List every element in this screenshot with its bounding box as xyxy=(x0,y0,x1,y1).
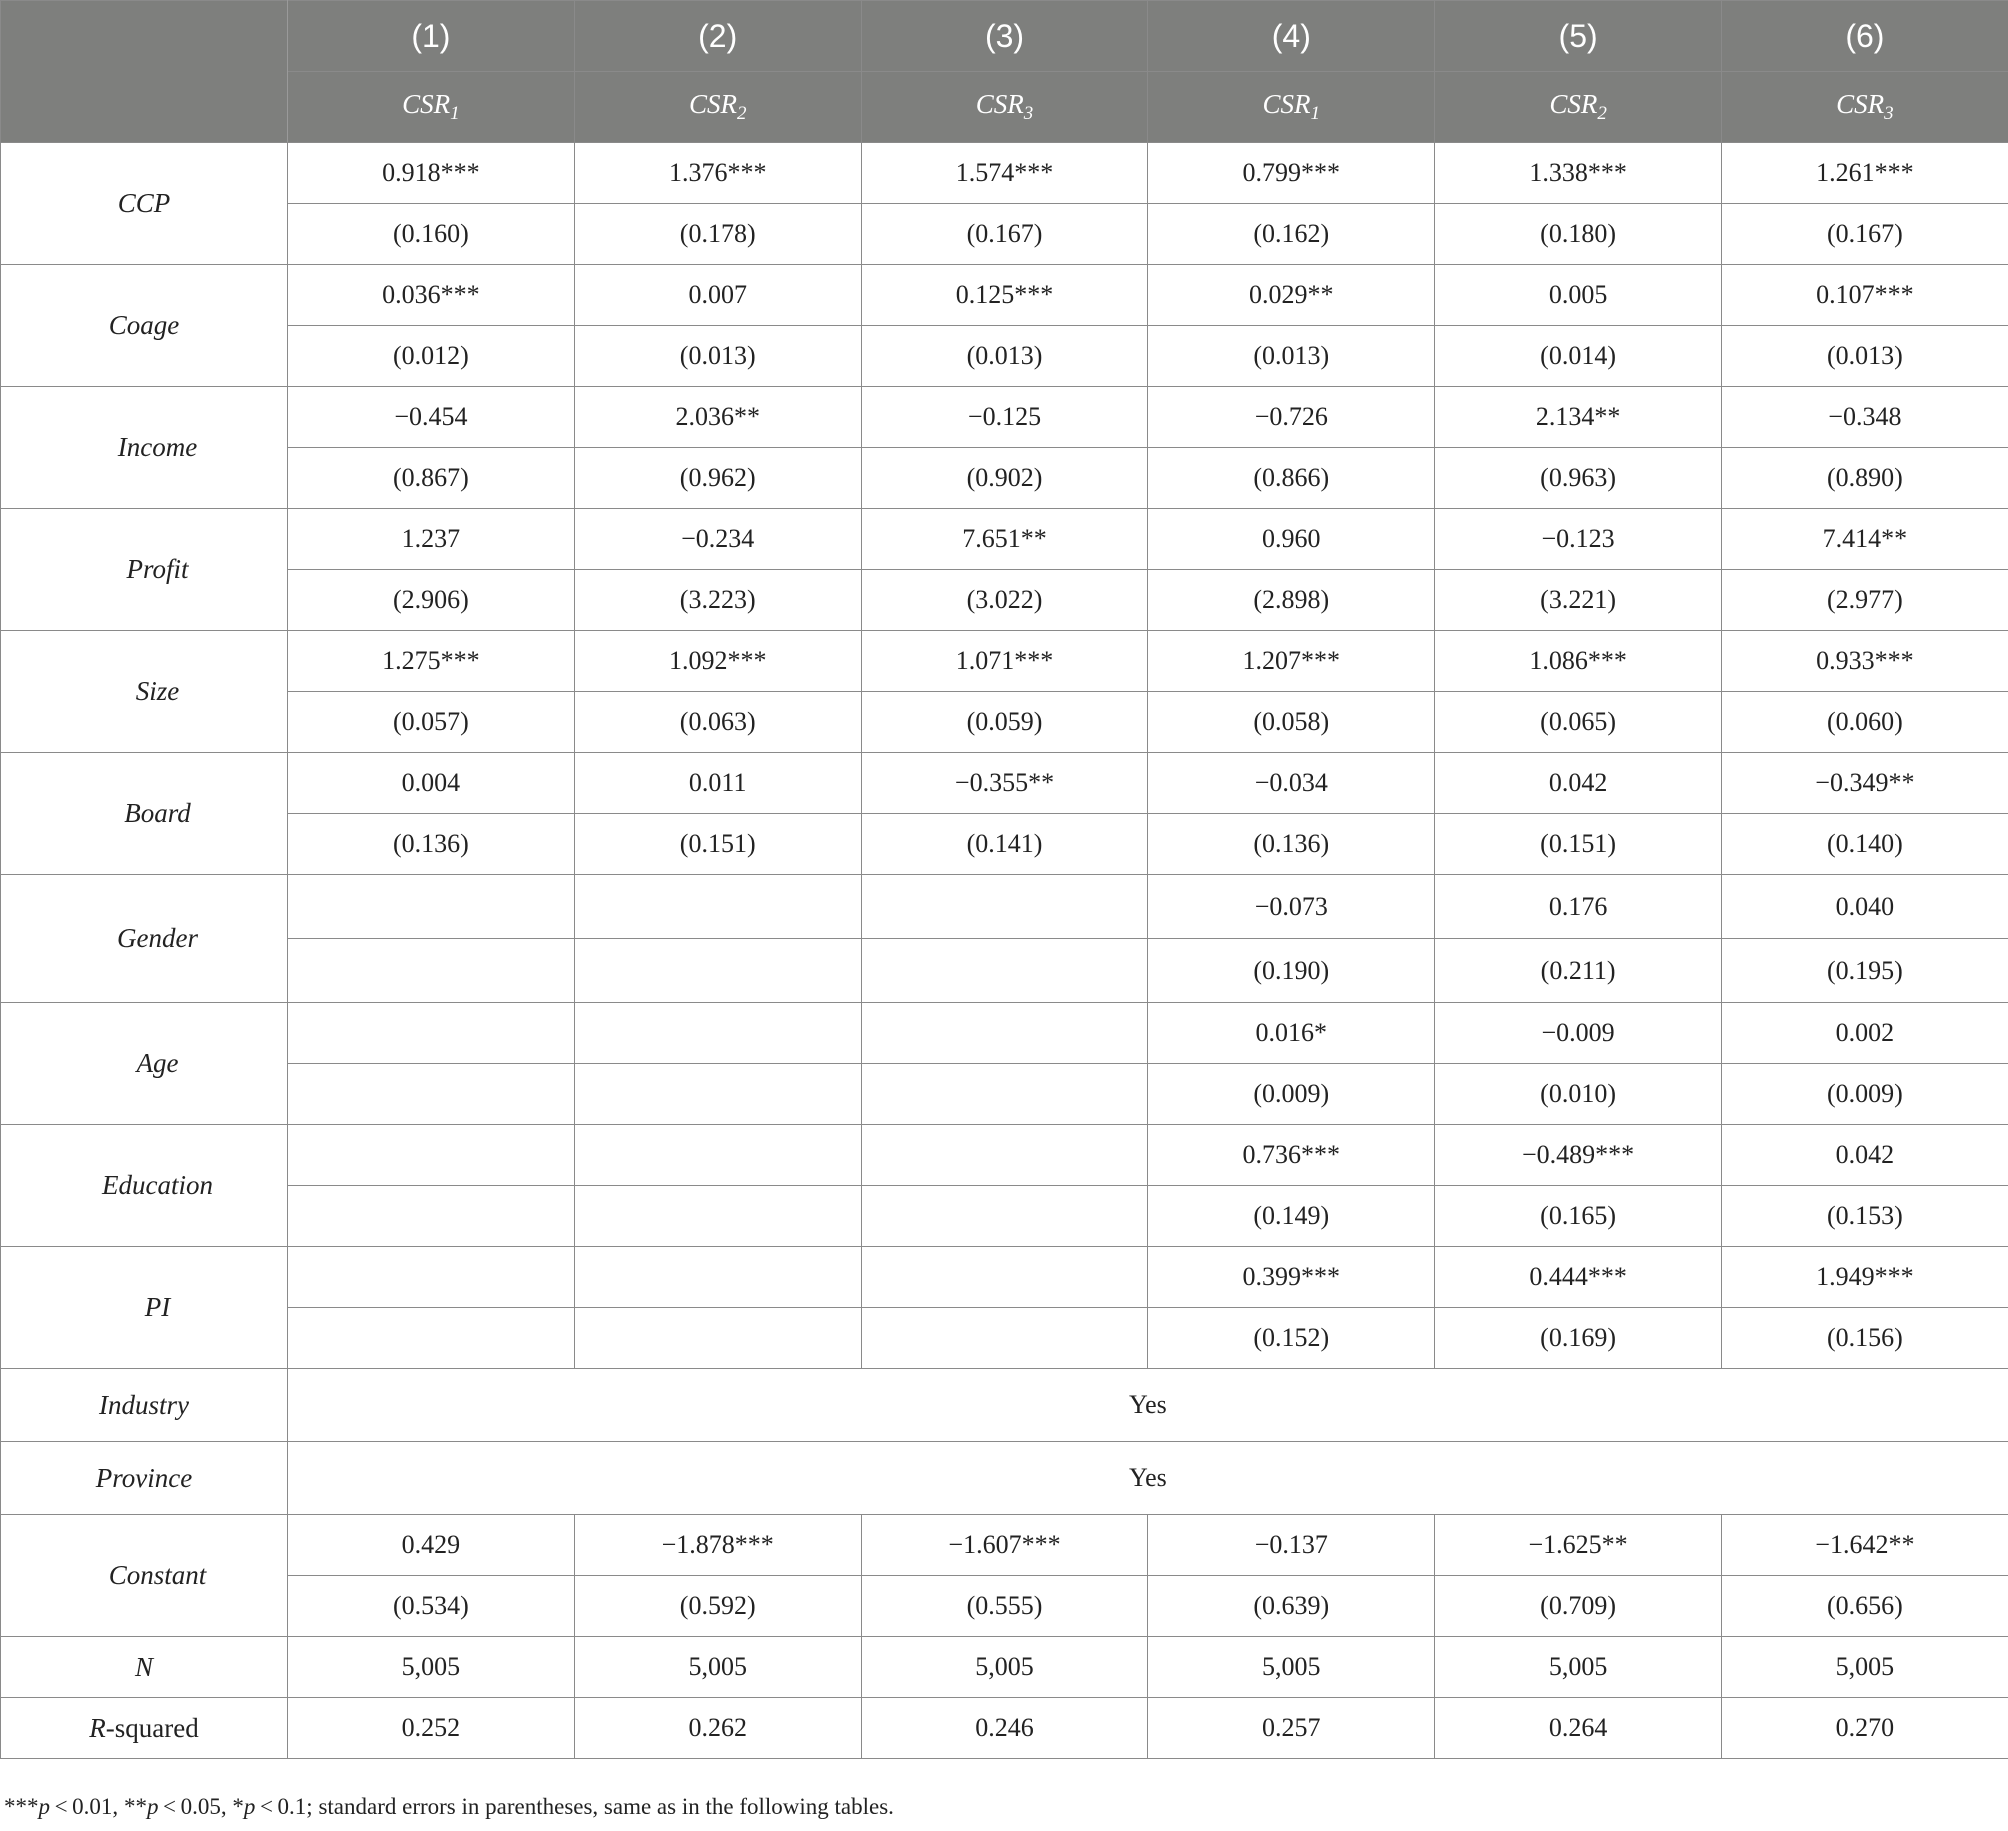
se-cell: (0.156) xyxy=(1721,1308,2008,1369)
se-cell: (0.136) xyxy=(1148,814,1435,875)
se-cell: (0.059) xyxy=(861,692,1148,753)
coef-cell: 0.036*** xyxy=(288,265,575,326)
table-row-education-coef xyxy=(1,1125,2008,1186)
coef-cell: 0.444*** xyxy=(1435,1247,1722,1308)
coef-cell: −1.625** xyxy=(1435,1515,1722,1576)
r-squared-cell: 0.246 xyxy=(861,1698,1148,1759)
dep-var-base: CSR xyxy=(688,89,737,119)
table-row-size-coef xyxy=(1,631,2008,692)
r-squared-italic-r: R xyxy=(89,1712,106,1743)
table-row-coage-coef xyxy=(1,265,2008,326)
table-row-province xyxy=(1,1442,2008,1515)
se-cell: (3.022) xyxy=(861,570,1148,631)
coef-cell: −0.489*** xyxy=(1435,1125,1722,1186)
coef-cell: 0.016* xyxy=(1148,1003,1435,1064)
header-dependent-var xyxy=(861,72,1148,143)
se-cell: (0.963) xyxy=(1435,448,1722,509)
se-cell xyxy=(861,1308,1148,1369)
coef-cell: −1.878*** xyxy=(574,1515,861,1576)
se-cell: (0.152) xyxy=(1148,1308,1435,1369)
r-squared-cell: 0.264 xyxy=(1435,1698,1722,1759)
coef-cell: 1.338*** xyxy=(1435,143,1722,204)
table-header xyxy=(1,1,2008,143)
header-model-number: (4) xyxy=(1148,1,1435,72)
se-cell: (0.190) xyxy=(1148,939,1435,1003)
se-cell: (2.977) xyxy=(1721,570,2008,631)
table-row-ccp-coef xyxy=(1,143,2008,204)
coef-cell: 0.011 xyxy=(574,753,861,814)
row-label: Age xyxy=(1,1003,288,1125)
se-cell xyxy=(574,1186,861,1247)
se-cell: (0.140) xyxy=(1721,814,2008,875)
se-cell xyxy=(574,1308,861,1369)
coef-cell: 1.261*** xyxy=(1721,143,2008,204)
table-row-size-se xyxy=(1,692,2008,753)
n-cell: 5,005 xyxy=(288,1637,575,1698)
coef-cell: 0.042 xyxy=(1721,1125,2008,1186)
coef-cell: −1.642** xyxy=(1721,1515,2008,1576)
table-row-income-coef xyxy=(1,387,2008,448)
se-cell: (0.149) xyxy=(1148,1186,1435,1247)
coef-cell: 0.007 xyxy=(574,265,861,326)
se-cell xyxy=(861,1186,1148,1247)
row-label: Size xyxy=(1,631,288,753)
row-label: Coage xyxy=(1,265,288,387)
coef-cell xyxy=(861,1247,1148,1308)
coef-cell xyxy=(288,1003,575,1064)
coef-cell: 1.071*** xyxy=(861,631,1148,692)
se-cell: (0.195) xyxy=(1721,939,2008,1003)
header-model-number: (6) xyxy=(1721,1,2008,72)
se-cell: (0.009) xyxy=(1721,1064,2008,1125)
coef-cell xyxy=(288,1247,575,1308)
coef-cell: −0.234 xyxy=(574,509,861,570)
coef-cell: 2.036** xyxy=(574,387,861,448)
coef-cell: 0.960 xyxy=(1148,509,1435,570)
row-label: CCP xyxy=(1,143,288,265)
se-cell: (0.063) xyxy=(574,692,861,753)
coef-cell: 7.651** xyxy=(861,509,1148,570)
se-cell: (0.902) xyxy=(861,448,1148,509)
coef-cell: 0.125*** xyxy=(861,265,1148,326)
coef-cell: −0.073 xyxy=(1148,875,1435,939)
se-cell: (0.962) xyxy=(574,448,861,509)
coef-cell: 0.040 xyxy=(1721,875,2008,939)
se-cell: (0.013) xyxy=(574,326,861,387)
r-squared-cell: 0.262 xyxy=(574,1698,861,1759)
se-cell: (0.151) xyxy=(1435,814,1722,875)
dep-var-base: CSR xyxy=(402,89,451,119)
coef-cell xyxy=(861,875,1148,939)
coef-cell: −0.123 xyxy=(1435,509,1722,570)
header-dependent-var xyxy=(574,72,861,143)
se-cell xyxy=(861,1064,1148,1125)
table-footnote xyxy=(4,1794,894,1820)
coef-cell xyxy=(288,875,575,939)
fixed-effect-value: Yes xyxy=(288,1369,2008,1442)
coef-cell: 0.002 xyxy=(1721,1003,2008,1064)
se-cell: (0.057) xyxy=(288,692,575,753)
coef-cell: −0.726 xyxy=(1148,387,1435,448)
se-cell xyxy=(574,1064,861,1125)
footnote-p: p xyxy=(38,1794,50,1819)
row-label: Education xyxy=(1,1125,288,1247)
table-row-pi-se xyxy=(1,1308,2008,1369)
table-row-profit-coef xyxy=(1,509,2008,570)
coef-cell: 0.107*** xyxy=(1721,265,2008,326)
se-cell: (0.867) xyxy=(288,448,575,509)
header-model-number: (2) xyxy=(574,1,861,72)
table-row-profit-se xyxy=(1,570,2008,631)
se-cell: (0.160) xyxy=(288,204,575,265)
table-row-constant-se xyxy=(1,1576,2008,1637)
se-cell: (0.866) xyxy=(1148,448,1435,509)
coef-cell: −0.034 xyxy=(1148,753,1435,814)
se-cell: (0.013) xyxy=(1148,326,1435,387)
row-label: Board xyxy=(1,753,288,875)
se-cell: (0.065) xyxy=(1435,692,1722,753)
se-cell: (0.136) xyxy=(288,814,575,875)
table-row-age-se xyxy=(1,1064,2008,1125)
coef-cell: −0.137 xyxy=(1148,1515,1435,1576)
se-cell: (0.592) xyxy=(574,1576,861,1637)
se-cell: (0.709) xyxy=(1435,1576,1722,1637)
se-cell xyxy=(861,939,1148,1003)
se-cell: (0.178) xyxy=(574,204,861,265)
n-cell: 5,005 xyxy=(1435,1637,1722,1698)
coef-cell: −0.355** xyxy=(861,753,1148,814)
coef-cell: 0.042 xyxy=(1435,753,1722,814)
n-cell: 5,005 xyxy=(1148,1637,1435,1698)
se-cell: (0.010) xyxy=(1435,1064,1722,1125)
header-model-number: (3) xyxy=(861,1,1148,72)
se-cell: (0.141) xyxy=(861,814,1148,875)
footnote-p: p xyxy=(146,1794,159,1819)
table-row-board-coef xyxy=(1,753,2008,814)
se-cell: (0.162) xyxy=(1148,204,1435,265)
r-squared-cell: 0.257 xyxy=(1148,1698,1435,1759)
table-row-age-coef xyxy=(1,1003,2008,1064)
footnote-stars: ** xyxy=(123,1794,147,1819)
dep-var-subscript: 1 xyxy=(1310,103,1321,124)
table-row-constant-coef xyxy=(1,1515,2008,1576)
se-cell: (0.534) xyxy=(288,1576,575,1637)
header-row-dependent-vars xyxy=(1,72,2008,143)
fixed-effect-value: Yes xyxy=(288,1442,2008,1515)
coef-cell: −0.454 xyxy=(288,387,575,448)
coef-cell: 0.918*** xyxy=(288,143,575,204)
coef-cell: −1.607*** xyxy=(861,1515,1148,1576)
se-cell: (0.169) xyxy=(1435,1308,1722,1369)
table-row-ccp-se xyxy=(1,204,2008,265)
coef-cell: −0.348 xyxy=(1721,387,2008,448)
r-squared-rest: -squared xyxy=(105,1712,199,1743)
dep-var-base: CSR xyxy=(1836,89,1885,119)
table-row-board-se xyxy=(1,814,2008,875)
se-cell: (0.151) xyxy=(574,814,861,875)
header-dependent-var xyxy=(1435,72,1722,143)
se-cell: (0.013) xyxy=(861,326,1148,387)
coef-cell: 0.429 xyxy=(288,1515,575,1576)
coef-cell: 2.134** xyxy=(1435,387,1722,448)
coef-cell: 7.414** xyxy=(1721,509,2008,570)
se-cell: (0.890) xyxy=(1721,448,2008,509)
n-cell: 5,005 xyxy=(861,1637,1148,1698)
coef-cell: 0.736*** xyxy=(1148,1125,1435,1186)
se-cell: (0.058) xyxy=(1148,692,1435,753)
table-row-industry xyxy=(1,1369,2008,1442)
coef-cell: 1.207*** xyxy=(1148,631,1435,692)
se-cell xyxy=(288,1186,575,1247)
se-cell: (0.167) xyxy=(861,204,1148,265)
coef-cell xyxy=(861,1125,1148,1186)
coef-cell xyxy=(861,1003,1148,1064)
n-cell: 5,005 xyxy=(1721,1637,2008,1698)
table-row-coage-se xyxy=(1,326,2008,387)
se-cell: (0.639) xyxy=(1148,1576,1435,1637)
coef-cell: 1.574*** xyxy=(861,143,1148,204)
se-cell: (0.167) xyxy=(1721,204,2008,265)
coef-cell xyxy=(574,875,861,939)
coef-cell xyxy=(574,1247,861,1308)
dep-var-subscript: 2 xyxy=(1597,103,1607,124)
se-cell: (0.555) xyxy=(861,1576,1148,1637)
coef-cell: 0.176 xyxy=(1435,875,1722,939)
dep-var-subscript: 2 xyxy=(736,103,747,124)
coef-cell: 1.237 xyxy=(288,509,575,570)
se-cell: (0.180) xyxy=(1435,204,1722,265)
dep-var-base: CSR xyxy=(1262,89,1311,119)
coef-cell: 1.275*** xyxy=(288,631,575,692)
row-label: PI xyxy=(1,1247,288,1369)
header-row-model-numbers xyxy=(1,1,2008,72)
se-cell xyxy=(288,1308,575,1369)
table-row-gender-coef xyxy=(1,875,2008,939)
se-cell: (0.013) xyxy=(1721,326,2008,387)
se-cell: (0.060) xyxy=(1721,692,2008,753)
table-row-education-se xyxy=(1,1186,2008,1247)
table-row-n xyxy=(1,1637,2008,1698)
se-cell: (2.906) xyxy=(288,570,575,631)
se-cell: (0.014) xyxy=(1435,326,1722,387)
table-row-income-se xyxy=(1,448,2008,509)
coef-cell: 0.004 xyxy=(288,753,575,814)
coef-cell xyxy=(574,1125,861,1186)
coef-cell: 1.949*** xyxy=(1721,1247,2008,1308)
dep-var-subscript: 3 xyxy=(1884,103,1894,124)
footnote-stars: * xyxy=(232,1794,244,1819)
coef-cell: 1.086*** xyxy=(1435,631,1722,692)
coef-cell: −0.125 xyxy=(861,387,1148,448)
row-label: Profit xyxy=(1,509,288,631)
n-cell: 5,005 xyxy=(574,1637,861,1698)
table-row-pi-coef xyxy=(1,1247,2008,1308)
footnote-text: < 0.05, xyxy=(158,1794,233,1819)
se-cell: (0.012) xyxy=(288,326,575,387)
coef-cell: 0.933*** xyxy=(1721,631,2008,692)
coef-cell: 0.799*** xyxy=(1148,143,1435,204)
se-cell: (0.656) xyxy=(1721,1576,2008,1637)
footnote-text: < 0.1; standard errors in parentheses, same as in the following tables. xyxy=(255,1794,894,1819)
r-squared-cell: 0.252 xyxy=(288,1698,575,1759)
table-row-gender-se xyxy=(1,939,2008,1003)
coef-cell: −0.349** xyxy=(1721,753,2008,814)
row-label: Income xyxy=(1,387,288,509)
header-dependent-var xyxy=(1148,72,1435,143)
footnote-stars: *** xyxy=(4,1794,39,1819)
footnote-p: p xyxy=(243,1794,256,1819)
coef-cell: 0.005 xyxy=(1435,265,1722,326)
dep-var-subscript: 3 xyxy=(1023,103,1034,124)
se-cell: (0.009) xyxy=(1148,1064,1435,1125)
coef-cell xyxy=(574,1003,861,1064)
coef-cell: 1.092*** xyxy=(574,631,861,692)
coef-cell xyxy=(288,1125,575,1186)
table-row-r-squared xyxy=(1,1698,2008,1759)
se-cell xyxy=(574,939,861,1003)
table-body xyxy=(1,143,2008,1759)
header-model-number: (5) xyxy=(1435,1,1722,72)
coef-cell: 0.029** xyxy=(1148,265,1435,326)
se-cell: (2.898) xyxy=(1148,570,1435,631)
se-cell: (0.153) xyxy=(1721,1186,2008,1247)
footnote-text: < 0.01, xyxy=(50,1794,124,1819)
coef-cell: 1.376*** xyxy=(574,143,861,204)
coef-cell: 0.399*** xyxy=(1148,1247,1435,1308)
se-cell: (3.221) xyxy=(1435,570,1722,631)
row-label: Gender xyxy=(1,875,288,1003)
se-cell xyxy=(288,1064,575,1125)
se-cell: (0.211) xyxy=(1435,939,1722,1003)
dep-var-subscript: 1 xyxy=(450,103,460,124)
se-cell: (3.223) xyxy=(574,570,861,631)
se-cell xyxy=(288,939,575,1003)
row-label: Constant xyxy=(1,1515,288,1637)
r-squared-cell: 0.270 xyxy=(1721,1698,2008,1759)
se-cell: (0.165) xyxy=(1435,1186,1722,1247)
dep-var-base: CSR xyxy=(1549,89,1598,119)
header-model-number: (1) xyxy=(288,1,575,72)
header-corner-cell xyxy=(1,1,288,143)
header-dependent-var xyxy=(1721,72,2008,143)
dep-var-base: CSR xyxy=(975,89,1024,119)
row-label: N xyxy=(1,1637,288,1698)
coef-cell: −0.009 xyxy=(1435,1003,1722,1064)
row-label: Province xyxy=(1,1442,288,1515)
row-label: Industry xyxy=(1,1369,288,1442)
row-label xyxy=(1,1698,288,1759)
header-dependent-var xyxy=(288,72,575,143)
